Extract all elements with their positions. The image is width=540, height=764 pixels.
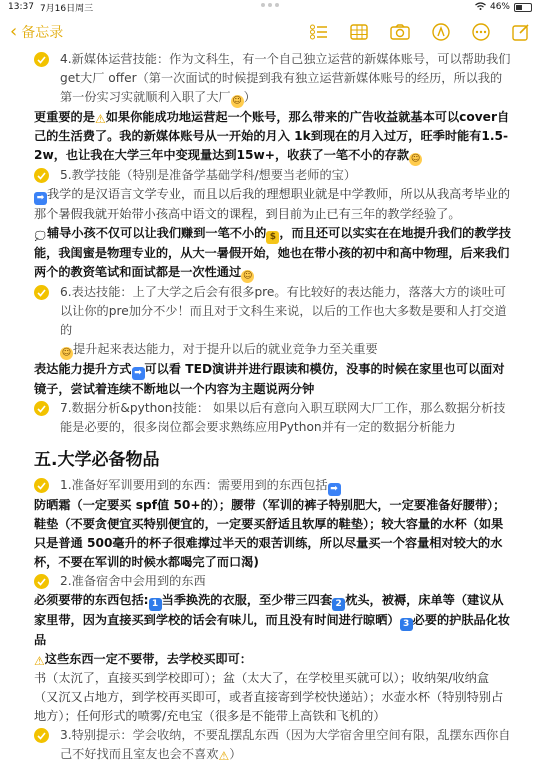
item-text: 5.教学技能（特别是准备学基础学科/想要当老师的宝） xyxy=(60,168,357,182)
checkmark-icon[interactable] xyxy=(34,52,49,67)
back-button[interactable] xyxy=(10,22,63,42)
paragraph: 表达能力提升方式 ➡ 可以看 TED演讲并进行跟读和模仿，没事的时候在家里也可以面对镜子，尝试着连续不断地以一个内容为主题说两分钟 xyxy=(34,362,505,396)
battery-icon xyxy=(514,3,532,12)
checkmark-icon[interactable] xyxy=(34,401,49,416)
compose-icon[interactable] xyxy=(512,23,530,41)
paragraph: 💭辅导小孩不仅可以让我们赚到一笔不小的 $ ，而且还可以实实在在地提升我们的教学技能，我闺蜜是物理专业的，从大一暑假开始，她也在带小孩的初中和高中物理，后来我们两个的教资笔试和面试都是一次性通过 ☺ xyxy=(34,226,511,281)
party-face-icon: ☺ xyxy=(242,271,253,281)
checklist-item-6[interactable] xyxy=(34,283,512,360)
paragraph: 防晒霜（一定要买 spf值 50+的）；腰带（军训的裤子特别肥大，一定要准备好腰带）；鞋垫（不要贪便宜买特别便宜的，一定要买舒适且软厚的鞋垫）；较大容量的水杯（如果只是普通 500毫升的杯子很难撑过半天的艰苦训练，所以尽量买一个容量相对较大的水杯，不要在军训的时候水都喝完了而口渴) xyxy=(34,498,506,569)
wifi-icon xyxy=(475,2,486,13)
status-date: 7月16日周三 xyxy=(39,3,94,14)
checklist-item-7[interactable] xyxy=(34,399,512,437)
keycap-2-icon: 2 xyxy=(332,598,345,611)
paragraph: ➡ 我学的是汉语言文学专业，而且以后我的理想职业就是中学教师，所以从我高考毕业的那个暑假我就开始带小孩高中语文的课程，到目前为止已有三年的教学经验了。 xyxy=(34,187,511,221)
paragraph: ⚠这些东西一定不要带，去学校买即可： xyxy=(34,652,252,668)
checklist-item-4[interactable]: 4.新媒体运营技能：作为文科生，有一个自己独立运营的新媒体账号，可以帮助我们get大厂 offer（第一次面试的时候提到我有独立运营新媒体账号的经历，所以我的第一份实习实就顺利入职了大厂 ☺ ） xyxy=(34,50,512,108)
checkmark-icon[interactable] xyxy=(34,478,49,493)
checkmark-icon[interactable] xyxy=(34,728,49,743)
status-time: 13:37 xyxy=(8,2,34,12)
back-label: 备忘录 xyxy=(21,25,64,41)
item-text: 2.准备宿舍中会用到的东西 xyxy=(60,574,206,588)
keycap-1-icon: 1 xyxy=(149,598,162,611)
warning-icon: ⚠ xyxy=(94,112,106,126)
section-heading: 五.大学必备物品 xyxy=(34,450,160,470)
item-text: 提升起来表达能力，对于提升以后的就业竞争力至关重要 xyxy=(73,342,378,356)
warning-icon: ⚠ xyxy=(34,654,45,668)
item-text: 6.表达技能：上了大学之后会有很多pre。有比较好的表达能力，落落大方的谈吐可以让你的pre加分不少！而且对于文科生来说，以后的工作也大多数是要和人打交道的 xyxy=(60,285,507,337)
warning-icon: ⚠ xyxy=(218,749,230,763)
status-bar xyxy=(0,0,540,14)
party-face-icon: ☺ xyxy=(410,154,421,164)
notes-toolbar xyxy=(0,14,540,50)
paragraph: 必须要带的东西包括: 1 当季换洗的衣服，至少带三四套 2 枕头，被褥，床单等（建议从家里带，因为直接买到学校的话会有味儿，而且没有时间进行晾晒） 3 必要的护肤品化妆品 xyxy=(34,593,511,647)
paragraph: 书（太沉了，直接买到学校即可）；盆（太大了，在学校里买就可以）；收纳架/收纳盒（又沉又占地方，到学校再买即可，或者直接寄到学校快递站）；水壶水杯（特别特别占地方）；任何形式的喷雾/充电宝（很多是不能带上高铁和飞机的） xyxy=(34,671,504,723)
more-icon[interactable] xyxy=(472,23,490,41)
checklist-item-3[interactable]: 3.特别提示：学会收纳，不要乱摆乱东西（因为大学宿舍里空间有限，乱摆东西你自己不好找而且室友也会不喜欢⚠） xyxy=(34,726,512,764)
markup-icon[interactable] xyxy=(432,23,450,41)
checkmark-icon[interactable] xyxy=(34,574,49,589)
chevron-left-icon: ‹ xyxy=(10,21,18,42)
checkmark-icon[interactable] xyxy=(34,168,49,183)
smiling-face-icon: ☺ xyxy=(232,96,242,106)
item-text: 3.特别提示：学会收纳，不要乱摆乱东西（因为大学宿舍里空间有限，乱摆东西你自己不好找而且室友也会不喜欢 xyxy=(60,728,511,761)
checklist-item-1[interactable] xyxy=(34,476,512,496)
keycap-3-icon: 3 xyxy=(400,618,413,631)
checklist-item-2[interactable] xyxy=(34,572,512,591)
right-arrow-icon: ➡ xyxy=(132,367,145,380)
item-text: 4.新媒体运营技能：作为文科生，有一个自己独立运营的新媒体账号，可以帮助我们get大厂 offer（第一次面试的时候提到我有独立运营新媒体账号的经历，所以我的第一份实习实就顺利入职了大厂 xyxy=(60,52,511,104)
checklist-item-5[interactable] xyxy=(34,166,512,185)
right-arrow-icon: ➡ xyxy=(34,192,47,205)
note-body[interactable] xyxy=(0,50,540,764)
money-bag-icon: $ xyxy=(266,231,279,244)
checkmark-icon[interactable] xyxy=(34,285,49,300)
grinning-face-icon: ☺ xyxy=(61,348,72,358)
checklist-icon[interactable] xyxy=(310,24,328,40)
thought-bubble-icon: 💭 xyxy=(34,232,47,242)
paragraph: 更重要的是⚠如果你能成功地运营起一个账号，那么带来的广告收益就基本可以cover自己的生活费了。我的新媒体账号从一开始的月入 1k到现在的月入过万，旺季时能有1.5-2w，也让我在大学三年中变现量达到15w+，收获了一笔不小的存款 ☺ xyxy=(34,110,510,164)
right-arrow-icon: ➡ xyxy=(328,483,341,496)
battery-percent: 46% xyxy=(489,2,510,12)
table-icon[interactable] xyxy=(350,24,368,40)
multitasking-dots[interactable] xyxy=(261,3,279,7)
item-text: 1.准备好军训要用到的东西：需要用到的东西包括 xyxy=(60,478,328,492)
camera-icon[interactable] xyxy=(390,24,410,40)
item-text: 7.数据分析&python技能： 如果以后有意向入职互联网大厂工作，那么数据分析技能是必要的，很多岗位都会要求熟练应用Python并有一定的数据分析能力 xyxy=(60,401,506,434)
